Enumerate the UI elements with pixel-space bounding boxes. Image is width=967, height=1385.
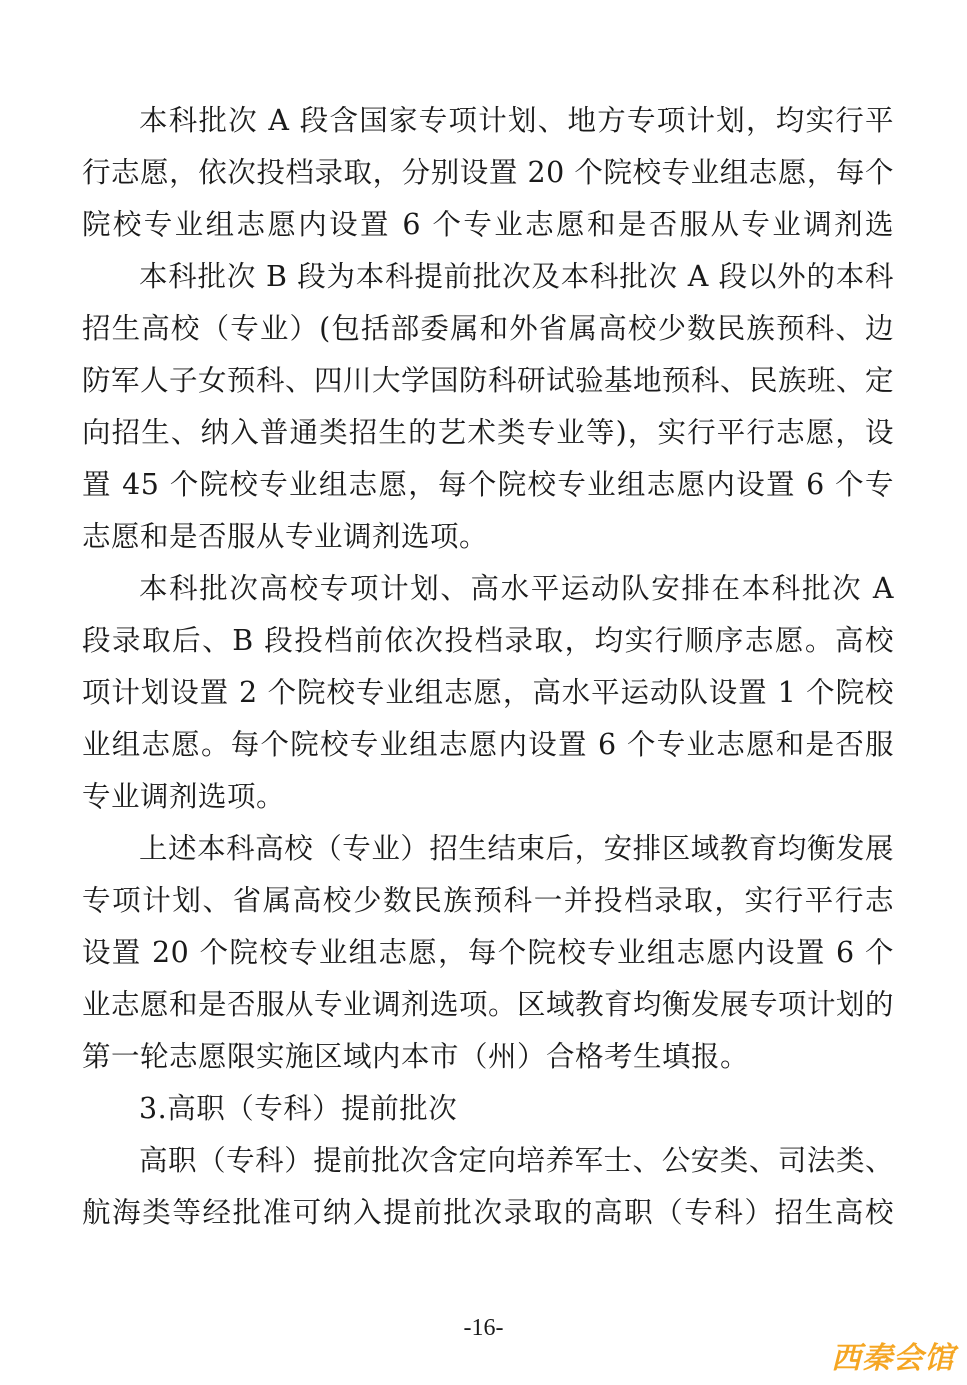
section-heading: 3.高职（专科）提前批次 <box>139 1092 458 1125</box>
paragraph-4-line-1: 上述本科高校（专业）招生结束后，安排区域教育均衡发展 <box>139 832 894 865</box>
paragraph-1-line-3: 院校专业组志愿内设置 6 个专业志愿和是否服从专业调剂选 <box>82 208 894 241</box>
paragraph-2-line-5: 置 45 个院校专业组志愿，每个院校专业组志愿内设置 6 个专 <box>82 468 894 501</box>
paragraph-4-line-3: 设置 20 个院校专业组志愿，每个院校专业组志愿内设置 6 个 <box>82 936 894 969</box>
paragraph-6-line-2: 航海类等经批准可纳入提前批次录取的高职（专科）招生高校 <box>82 1196 894 1229</box>
paragraph-4-line-5: 第一轮志愿限实施区域内本市（州）合格考生填报。 <box>82 1040 750 1073</box>
paragraph-2-line-1: 本科批次 B 段为本科提前批次及本科批次 A 段以外的本科 <box>139 260 894 293</box>
paragraph-3-line-4: 业组志愿。每个院校专业组志愿内设置 6 个专业志愿和是否服 <box>82 728 894 761</box>
page-number: -16- <box>463 1315 504 1341</box>
paragraph-2-line-6: 志愿和是否服从专业调剂选项。 <box>82 520 489 553</box>
paragraph-2-line-4: 向招生、纳入普通类招生的艺术类专业等)，实行平行志愿，设 <box>82 416 894 449</box>
paragraph-2-line-2: 招生高校（专业）(包括部委属和外省属高校少数民族预科、边 <box>82 312 894 345</box>
paragraph-1-line-2: 行志愿，依次投档录取，分别设置 20 个院校专业组志愿，每个 <box>82 156 894 189</box>
paragraph-3-line-3: 项计划设置 2 个院校专业组志愿，高水平运动队设置 1 个院校 <box>82 676 894 709</box>
watermark-logo: 西秦会馆 <box>831 1341 955 1376</box>
paragraph-3-line-1: 本科批次高校专项计划、高水平运动队安排在本科批次 A <box>139 572 894 605</box>
paragraph-1-line-1: 本科批次 A 段含国家专项计划、地方专项计划，均实行平 <box>139 104 894 137</box>
paragraph-3-line-2: 段录取后、B 段投档前依次投档录取，均实行顺序志愿。高校 <box>82 624 894 657</box>
paragraph-4-line-2: 专项计划、省属高校少数民族预科一并投档录取，实行平行志 <box>82 884 894 917</box>
paragraph-6-line-1: 高职（专科）提前批次含定向培养军士、公安类、司法类、 <box>139 1144 894 1177</box>
paragraph-2-line-3: 防军人子女预科、四川大学国防科研试验基地预科、民族班、定 <box>82 364 894 397</box>
paragraph-3-line-5: 专业调剂选项。 <box>82 780 286 813</box>
paragraph-4-line-4: 业志愿和是否服从专业调剂选项。区域教育均衡发展专项计划的 <box>82 988 894 1021</box>
